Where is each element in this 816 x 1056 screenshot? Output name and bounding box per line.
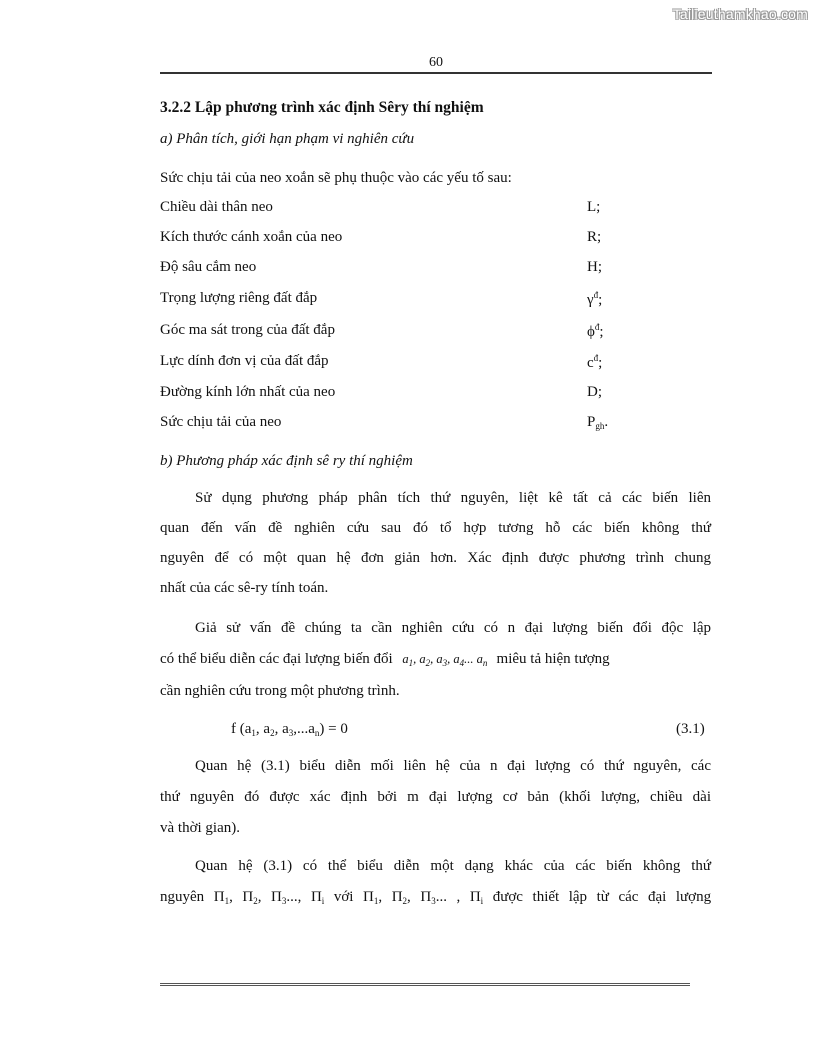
inline-variables: $a_1$, $a_2$, $a_3$, $a_4$... $a_n$ (402, 652, 488, 668)
paragraph-line: nguyên $\Pi_1$, $\Pi_2$, $\Pi_3$..., $\Pi_i$ với $\Pi_1$, $\Pi_2$, $\Pi_3$... , $\Pi_i$ được thiết lập từ các đại lượng (160, 889, 712, 906)
variable-symbol: L; (587, 199, 601, 215)
equation-number: (3.1) (676, 721, 705, 737)
variable-symbol: $\phi^đ$; (587, 322, 604, 340)
variable-symbol: H; (587, 259, 603, 275)
variable-label: Kích thước cánh xoắn của neo (160, 229, 343, 245)
variable-symbol: R; (587, 229, 602, 245)
subheading-b: b) Phương pháp xác định sê ry thí nghiệm (160, 453, 413, 469)
paragraph-line: cần nghiên cứu trong một phương trình. (160, 683, 400, 699)
paragraph-line: có thể biểu diễn các đại lượng biến đổi $a_1$, $a_2$, $a_3$, $a_4$... $a_n$ miêu tả hiện tượng (160, 651, 610, 668)
variable-row (160, 259, 620, 276)
variable-symbol: D; (587, 384, 603, 400)
variable-row (160, 229, 620, 246)
paragraph-line: Quan hệ (3.1) biểu diễn mối liên hệ của n đại lượng có thứ nguyên, các (195, 758, 711, 774)
variable-row (160, 199, 620, 216)
paragraph-line: Quan hệ (3.1) có thể biểu diễn một dạng khác của các biến không thứ (195, 858, 711, 874)
variable-row (160, 353, 620, 370)
section-heading: 3.2.2 Lập phương trình xác định Sêry thí nghiệm (160, 99, 484, 116)
paragraph-line: Giả sử vấn đề chúng ta cần nghiên cứu có n đại lượng biến đổi độc lập (195, 620, 711, 636)
watermark: Tailieuthamkhao.com (672, 6, 808, 22)
variable-label: Góc ma sát trong của đất đắp (160, 322, 335, 338)
variable-symbol: $\gamma^đ$; (587, 290, 603, 308)
intro-text: Sức chịu tải của neo xoắn sẽ phụ thuộc vào các yếu tố sau: (160, 170, 512, 186)
variable-label: Độ sâu cắm neo (160, 259, 257, 275)
paragraph-line: thứ nguyên đó được xác định bởi m đại lượng cơ bản (khối lượng, chiều dài (160, 789, 711, 805)
variable-row (160, 322, 620, 339)
page-number: 60 (429, 55, 443, 70)
variable-row (160, 384, 620, 401)
variable-label: Trọng lượng riêng đất đắp (160, 290, 318, 306)
equation-formula: f ($a_1$, $a_2$, $a_3,...a_n) = 0$ (231, 721, 348, 738)
variable-label: Sức chịu tải của neo (160, 414, 282, 430)
header-rule (160, 72, 712, 74)
variable-label: Đường kính lớn nhất của neo (160, 384, 336, 400)
variable-row (160, 414, 620, 431)
footer-rule (160, 983, 690, 986)
paragraph-line: Sử dụng phương pháp phân tích thứ nguyên, liệt kê tất cả các biến liên (195, 490, 711, 506)
paragraph-line: và thời gian). (160, 820, 240, 836)
variable-symbol: $c^đ$; (587, 353, 603, 371)
variable-symbol: $P_{gh}$. (587, 414, 609, 431)
paragraph-line: nguyên để có một quan hệ đơn giản hơn. Xác định được phương trình chung (160, 550, 711, 566)
paragraph-line: quan đến vấn đề nghiên cứu sau đó tổ hợp tương hỗ các biến không thứ (160, 520, 711, 536)
subheading-a: a) Phân tích, giới hạn phạm vi nghiên cứu (160, 131, 415, 147)
paragraph-line: nhất của các sê-ry tính toán. (160, 580, 329, 596)
variable-label: Lực dính đơn vị của đất đắp (160, 353, 329, 369)
variable-row (160, 290, 620, 307)
variable-label: Chiều dài thân neo (160, 199, 273, 215)
